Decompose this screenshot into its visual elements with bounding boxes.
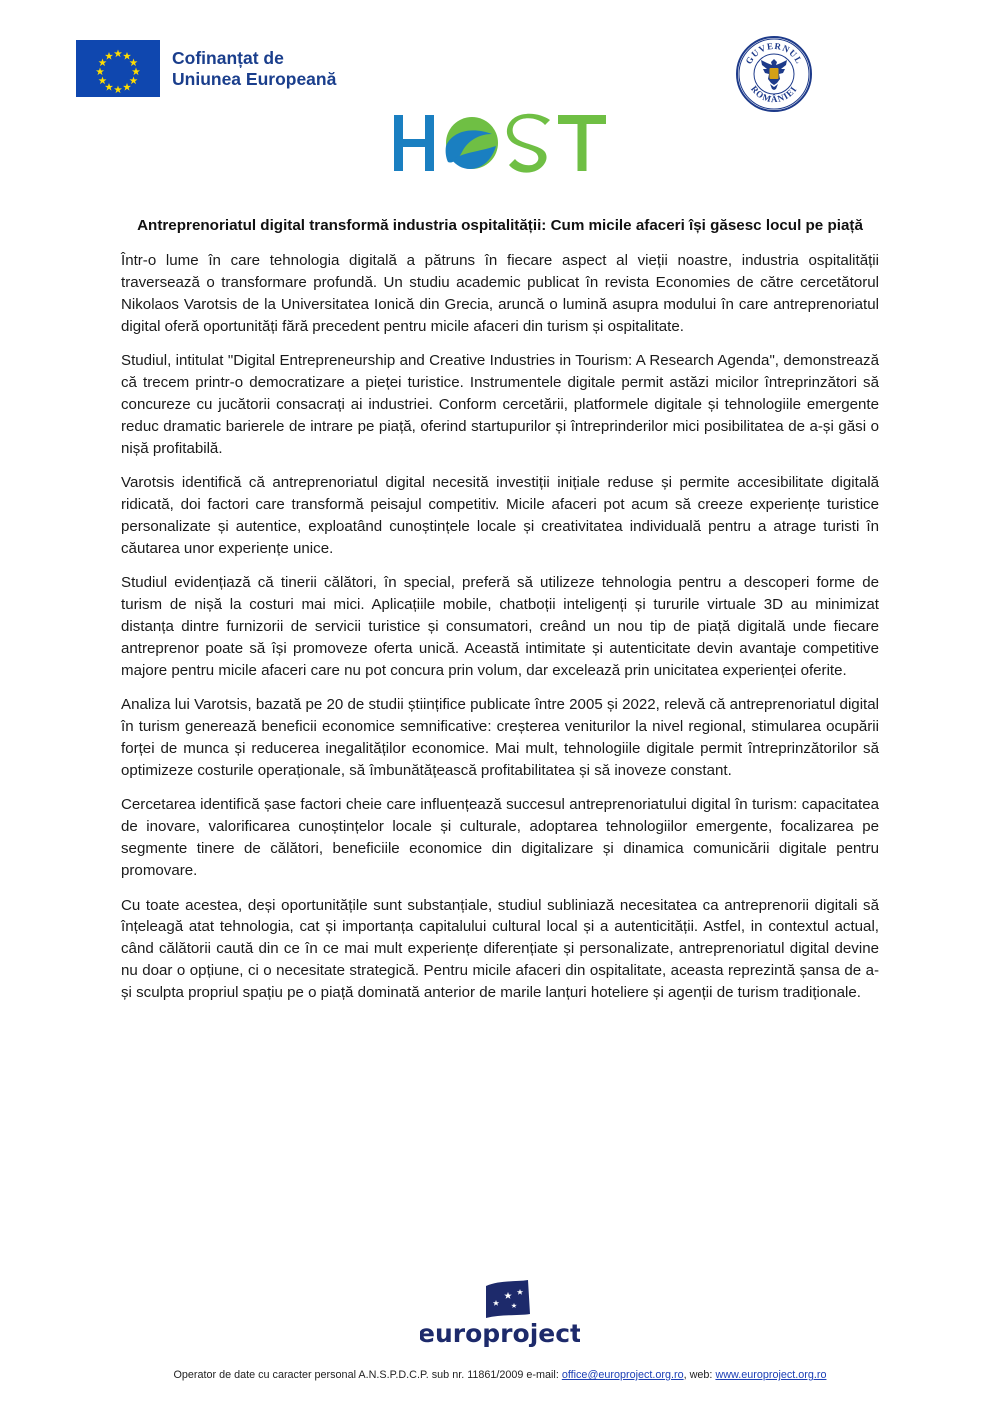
article-paragraph-3: Varotsis identifică că antreprenoriatul digital necesită investiții inițiale reduse și permite accesibilitate digitală ridicată, doi factori care transformă peisajul competitiv. Micile afaceri pot acum să creeze experiențe turistice personalizate și autentice, exploatând cunoștințele locale și creativitatea individuală pentru a atrage turisti în căutarea unor experiențe unice. (121, 474, 879, 557)
article (121, 215, 879, 1004)
article-title: Antreprenoriatul digital transformă industria ospitalității: Cum micile afaceri își găsesc locul pe piață (137, 217, 863, 234)
eu-line-2: Uniunea Europeană (172, 68, 337, 89)
article-paragraph-4: Studiul evidențiază că tinerii călători, în special, preferă să utilizeze tehnologia pentru a descoperi forme de turism de nișă la costuri mai mici. Aplicațiile mobile, chatboții inteligenți și tururile virtuale 3D au minimizat distanța dintre furnizorii de servicii turistice și consumatori, creând un nou tip de piață digitală unde fiecare antreprenor poate să își promoveze oferta unică. Această intimitate și autenticitate devin avantaje competitive majore pentru micile afaceri care nu pot concura prin volum, dar excelează prin unicitatea experienței oferite. (121, 574, 879, 679)
article-paragraph-5: Analiza lui Varotsis, bazată pe 20 de studii științifice publicate între 2005 și 2022, relevă că antreprenoriatul digital în turism generează beneficii economice semnificative: creșterea veniturilor la nivel regional, stimularea ocupării forței de munca și reducerea inegalităților economice. Mai mult, tehnologiile digitale permit întreprinzătorilor să optimizeze costurile operaționale, să îmbunătățească profitabilitatea și să inoveze constant. (121, 696, 879, 780)
article-paragraph-2: Studiul, intitulat "Digital Entrepreneurship and Creative Industries in Tourism: A Research Agenda", demonstrează că trecem printr-o democratizare a pieței turistice. Instrumentele digitale permit astăzi micilor întreprinzători să concureze cu jucătorii consacrați ai industriei. Conform cercetării, platformele digitale și tehnologiile emergente reduc dramatic barierele de intrare pe piață, oferind startupurilor și întreprinderilor mici posibilitatea de a-și găsi o nișă profitabilă. (121, 352, 879, 457)
eu-cofinancing-text (172, 48, 336, 90)
europroject-logo-text: europroject (420, 1319, 580, 1348)
footer-web-link[interactable]: www.europroject.org.ro (715, 1369, 827, 1381)
eu-cofinancing-logo (76, 40, 336, 97)
footer-web-label: , web: (683, 1369, 716, 1381)
footer-email-link[interactable]: office@europroject.org.ro (561, 1369, 684, 1381)
europroject-logo (420, 1278, 580, 1358)
eu-line-1: Cofinanțat de (172, 47, 284, 68)
article-paragraph-6: Cercetarea identifică șase factori cheie care influențează succesul antreprenoriatului digital în turism: capacitatea de inovare, valorificarea cunoștințelor locale și culturale, adoptarea tehnologiilor emergente, focalizarea pe segmente tinere de călători, beneficiile economice din digitalizare și dinamica comunicării digitale pentru promovare. (121, 796, 879, 880)
eu-flag-icon (76, 40, 160, 97)
footer-operator-text: Operator de date cu caracter personal A.N.S.P.D.C.P. sub nr. 11861/2009 e-mail: (173, 1369, 562, 1381)
article-paragraph-7: Cu toate acestea, deși oportunitățile sunt substanțiale, studiul subliniază necesitatea ca antreprenorii digitali să înțeleagă atat tehnologia, cat și importanța capitalului cultural local și a autenticității. Astfel, in contextul actual, când călătorii caută din ce în ce mai mult experiențe diferențiate și personalizate, antreprenoriatul digital devine nu doar o opțiune, ci o necesitate strategică. Pentru micile afaceri din ospitalitate, aceasta reprezintă șansa de a-și sculpta propriul spațiu pe o piață dominată anterior de marile lanțuri hoteliere și agenții de turism tradiționale. (121, 896, 879, 1002)
romanian-government-seal-icon (735, 35, 813, 113)
gov-seal-top-text: GUVERNUL (743, 40, 805, 66)
footer-operator-line (0, 1369, 1000, 1381)
host-logo (392, 112, 610, 174)
gov-seal-bottom-text: ROMÂNIEI (748, 83, 800, 105)
article-paragraph-1: Într-o lume în care tehnologia digitală a pătruns în fiecare aspect al vieții noastre, industria ospitalității traversează o transformare profundă. Un studiu academic publicat în revista Economies de către cercetătorul Nikolaos Varotsis de la Universitatea Ionică din Grecia, aruncă o lumină asupra modului în care antreprenoriatul digital oferă oportunități fără precedent pentru micile afaceri din turism și ospitalitate. (121, 252, 879, 335)
